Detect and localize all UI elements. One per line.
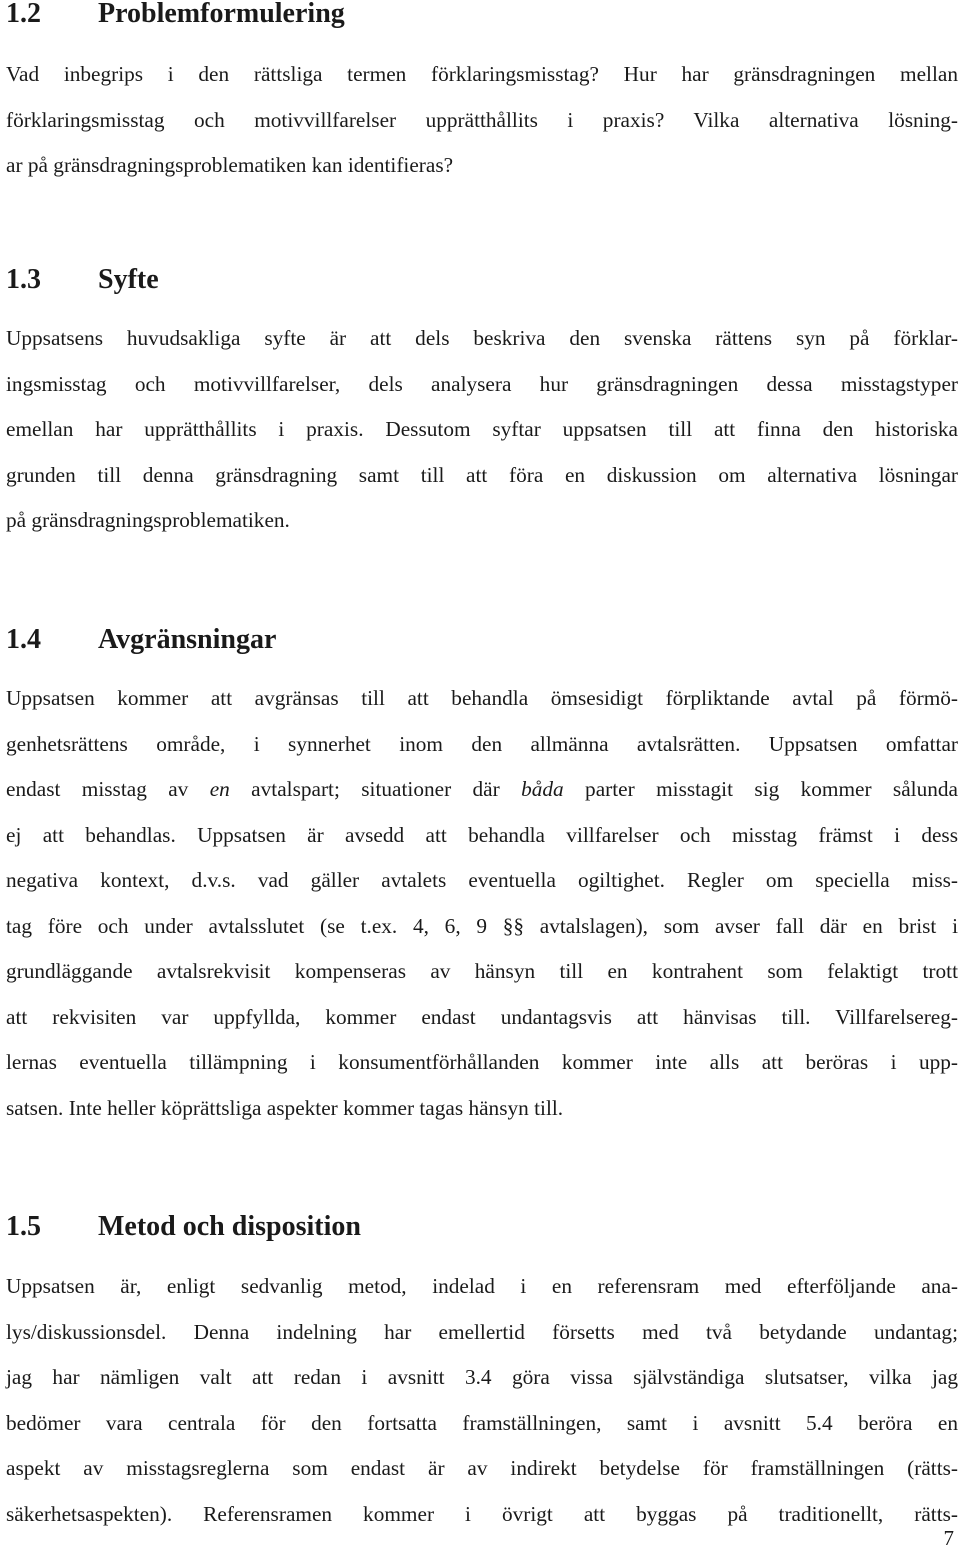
- paragraph-line: att rekvisiten var uppfyllda, kommer endast undantagsvis att hänvisas till. Villfarelsereg-: [6, 1004, 958, 1029]
- section-number: 1.4: [6, 624, 41, 655]
- section-metod-och-disposition: [6, 1213, 958, 1537]
- section-number: 1.5: [6, 1211, 41, 1242]
- paragraph-line: emellan har upprätthållits i praxis. Dessutom syftar uppsatsen till att finna den historiska: [6, 417, 958, 441]
- paragraph-line: grunden till denna gränsdragning samt till att föra en diskussion om alternativa lösningar: [6, 462, 958, 487]
- paragraph-line: genhetsrättens område, i synnerhet inom den allmänna avtalsrätten. Uppsatsen omfattar: [6, 731, 958, 756]
- section-title: Avgränsningar: [98, 624, 277, 655]
- paragraph-line: Uppsatsen kommer att avgränsas till att behandla ömsesidigt förpliktande avtal på förmö-: [6, 686, 958, 710]
- section-heading: [6, 626, 958, 654]
- paragraph-line: lernas eventuella tillämpning i konsumentförhållanden kommer inte alls att beröras i upp-: [6, 1050, 958, 1074]
- section-avgransningar: [6, 626, 958, 1131]
- section-problemformulering: [6, 0, 958, 189]
- paragraph-line: ingsmisstag och motivvillfarelser, dels analysera hur gränsdragningen dessa misstagstyper: [6, 371, 958, 396]
- paragraph-line: bedömer vara centrala för den fortsatta framställningen, samt i avsnitt 5.4 beröra en: [6, 1410, 958, 1435]
- section-title: Problemformulering: [98, 0, 345, 29]
- paragraph-line: negativa kontext, d.v.s. vad gäller avtalets eventuella ogiltighet. Regler om speciella miss-: [6, 868, 958, 892]
- section-title: Metod och disposition: [98, 1211, 361, 1242]
- section-paragraph: [6, 676, 958, 1131]
- section-number: 1.3: [6, 264, 41, 295]
- paragraph-line: ej att behandlas. Uppsatsen är avsedd att behandla villfarelser och misstag främst i dess: [6, 822, 958, 847]
- paragraph-line: Uppsatsen är, enligt sedvanlig metod, indelad i en referensram med efterföljande ana-: [6, 1274, 958, 1298]
- section-heading: [6, 0, 958, 28]
- paragraph-line: lys/diskussionsdel. Denna indelning har emellertid försetts med två betydande undantag;: [6, 1319, 958, 1344]
- paragraph-line: Uppsatsens huvudsakliga syfte är att dels beskriva den svenska rättens syn på förklar-: [6, 326, 958, 350]
- page-number: 7: [943, 1526, 954, 1550]
- paragraph-line: tag före och under avtalsslutet (se t.ex. 4, 6, 9 §§ avtalslagen), som avser fall där en brist i: [6, 913, 958, 938]
- paragraph-line: satsen. Inte heller köprättsliga aspekter kommer tagas hänsyn till.: [6, 1095, 564, 1120]
- document-page: [6, 0, 958, 1552]
- emphasized-word: båda: [521, 777, 564, 801]
- paragraph-line: jag har nämligen valt att redan i avsnitt 3.4 göra vissa självständiga slutsatser, vilka jag: [6, 1365, 958, 1389]
- paragraph-line: endast misstag av en avtalspart; situationer där båda parter misstagit sig kommer sålunda: [6, 777, 958, 801]
- section-paragraph: [6, 316, 958, 544]
- section-heading: [6, 266, 958, 294]
- section-paragraph: [6, 1264, 958, 1537]
- paragraph-line: på gränsdragningsproblematiken.: [6, 508, 290, 532]
- paragraph-line: säkerhetsaspekten). Referensramen kommer i övrigt att byggas på traditionellt, rätts-: [6, 1501, 958, 1526]
- paragraph-line: ar på gränsdragningsproblematiken kan identifieras?: [6, 153, 454, 177]
- paragraph-line: Vad inbegrips i den rättsliga termen förklaringsmisstag? Hur har gränsdragningen mellan: [6, 62, 958, 86]
- paragraph-line: grundläggande avtalsrekvisit kompenseras av hänsyn till en kontrahent som felaktigt trott: [6, 959, 958, 983]
- section-number: 1.2: [6, 0, 41, 29]
- section-title: Syfte: [98, 264, 159, 295]
- paragraph-line: förklaringsmisstag och motivvillfarelser upprätthållits i praxis? Vilka alternativa lösning-: [6, 107, 958, 132]
- section-paragraph: [6, 52, 958, 189]
- paragraph-line: aspekt av misstagsreglerna som endast är av indirekt betydelse för framställningen (rätts-: [6, 1456, 958, 1480]
- section-syfte: [6, 266, 958, 544]
- section-heading: [6, 1213, 958, 1241]
- emphasized-word: en: [209, 777, 230, 801]
